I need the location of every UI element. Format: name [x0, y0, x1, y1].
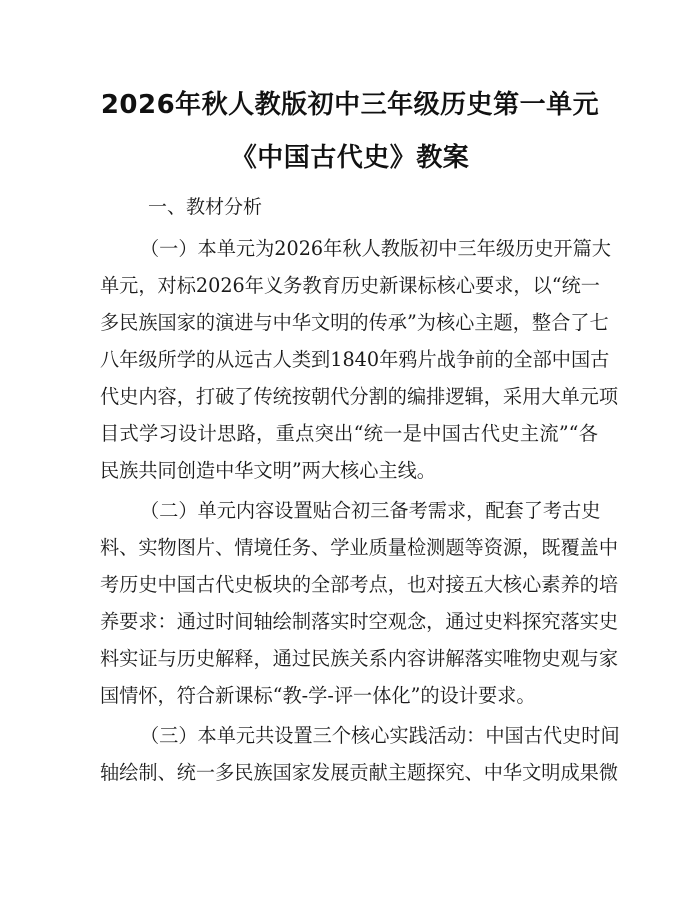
paragraph-line: 目式学习设计思路，重点突出“统一是中国古代史主流”“各 — [100, 422, 598, 445]
paragraph-line: 料、实物图片、情境任务、学业质量检测题等资源，既覆盖中 — [100, 536, 619, 559]
document-title-line-1: 2026年秋人教版初中三年级历史第一单元 — [100, 90, 600, 120]
paragraph-line: 民族共同创造中华文明”两大核心主线。 — [100, 459, 436, 482]
paragraph-line: 单元，对标2026年义务教育历史新课标核心要求，以“统一 — [100, 274, 600, 297]
paragraph-line: 考历史中国古代史板块的全部考点，也对接五大核心素养的培 — [100, 573, 619, 596]
paragraph-line: 代史内容，打破了传统按朝代分割的编排逻辑，采用大单元项 — [100, 385, 619, 408]
paragraph-line: （一）本单元为2026年秋人教版初中三年级历史开篇大 — [140, 237, 611, 260]
section-heading-textbook-analysis: 一、教材分析 — [148, 196, 263, 218]
paragraph-line: 养要求：通过时间轴绘制落实时空观念，通过史料探究落实史 — [100, 610, 619, 633]
paragraph-line: 国情怀，符合新课标“教-学-评一体化”的设计要求。 — [100, 684, 536, 707]
paragraph-line: （三）本单元共设置三个核心实践活动：中国古代史时间 — [140, 724, 620, 747]
paragraph-line: 料实证与历史解释，通过民族关系内容讲解落实唯物史观与家 — [100, 647, 619, 670]
paragraph-line: （二）单元内容设置贴合初三备考需求，配套了考古史 — [140, 499, 601, 522]
paragraph-line: 八年级所学的从远古人类到1840年鸦片战争前的全部中国古 — [100, 348, 610, 371]
paragraph-line: 多民族国家的演进与中华文明的传承”为核心主题，整合了七 — [100, 311, 609, 334]
document-title-line-2: 《中国古代史》教案 — [230, 143, 470, 173]
paragraph-line: 轴绘制、统一多民族国家发展贡献主题探究、中华文明成果微 — [100, 761, 619, 784]
